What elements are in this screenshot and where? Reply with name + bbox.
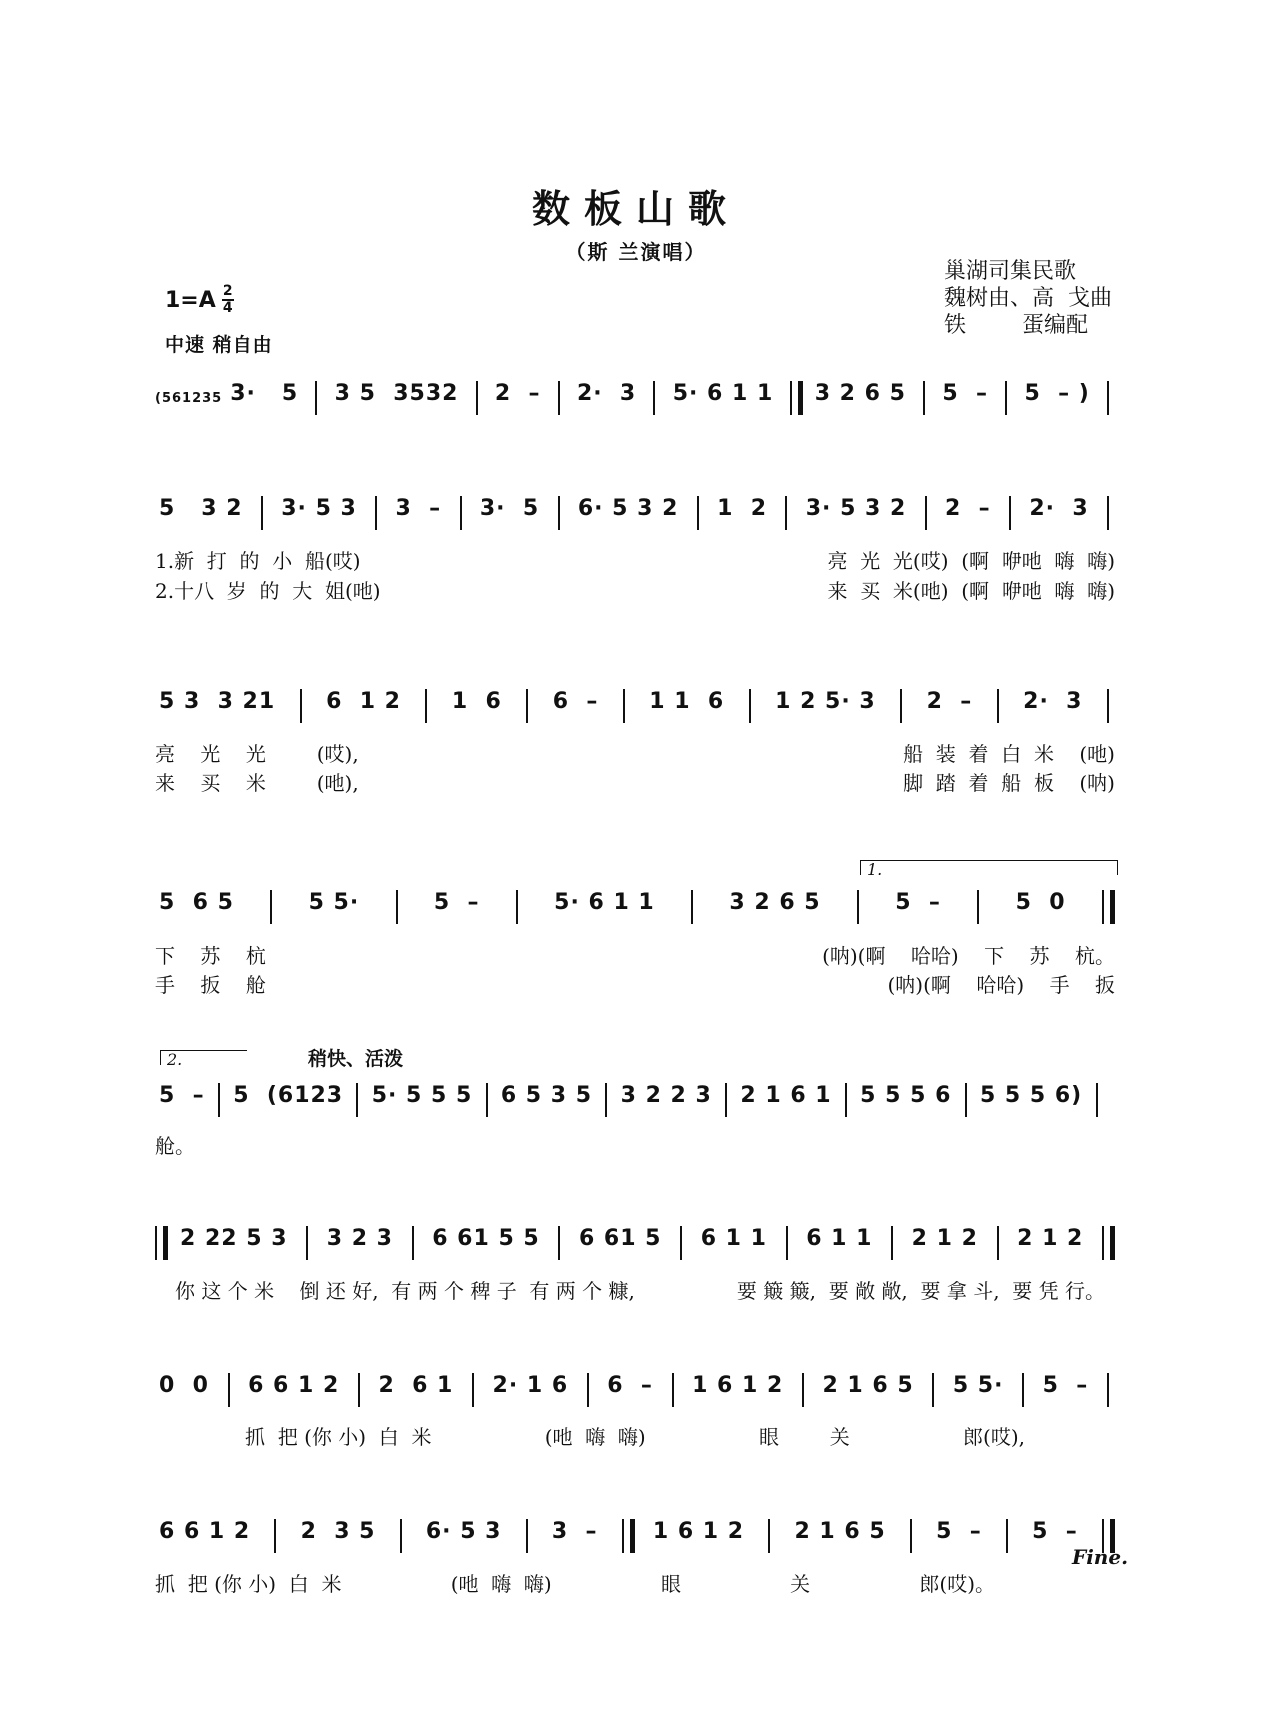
measure: 5 5· — [308, 890, 360, 915]
measure: 2 1 2 — [1017, 1226, 1084, 1251]
lyric-line-verse2-c — [155, 969, 1115, 997]
barline — [486, 1083, 488, 1117]
measure: 2 1 6 1 — [740, 1083, 832, 1108]
measure: 2 1 6 5 — [822, 1373, 914, 1398]
lyric-text: (吔 嗨 嗨) — [450, 1571, 552, 1596]
lyric-line-verse1-a — [155, 545, 1115, 573]
barline — [516, 890, 518, 924]
barline — [1107, 689, 1109, 723]
measures-row-7 — [155, 1373, 1115, 1407]
barline — [558, 1226, 560, 1260]
measure: 2 – — [945, 496, 991, 521]
measure: 5· 5 5 5 — [371, 1083, 473, 1108]
measure: 5 – — [895, 890, 941, 915]
measure: 2 1 2 — [911, 1226, 978, 1251]
time-signature-bottom: 4 — [222, 300, 233, 316]
measure: 3· 5 3 2 — [805, 496, 907, 521]
repeat-end-barline — [1102, 890, 1115, 924]
lyric-line-refrain-a — [245, 1421, 1025, 1449]
lyric-text: (呐)(啊 哈哈) 下 苏 杭。 — [822, 943, 1115, 968]
lyric-line-chant — [175, 1275, 1105, 1303]
barline — [857, 890, 859, 924]
barline — [653, 381, 655, 415]
lyric-line-verse1-c — [155, 940, 1115, 968]
measure: 3 – — [551, 1519, 598, 1544]
measure: 6 61 5 5 — [432, 1226, 540, 1251]
measure: 1 6 — [451, 689, 502, 714]
lyric-text: 舱。 — [155, 1133, 195, 1158]
barline — [768, 1519, 770, 1553]
barline — [910, 1519, 912, 1553]
measure: 2· 1 6 — [492, 1373, 569, 1398]
tempo-marking: 中速 稍自由 — [165, 334, 273, 356]
measures-row-8 — [155, 1519, 1115, 1553]
measure: 0 0 — [159, 1373, 209, 1398]
lyric-line-refrain-b — [155, 1568, 995, 1596]
lyric-text: 眼 关 — [758, 1424, 850, 1449]
staff-system-4 — [155, 887, 1115, 927]
measure: 1 2 — [717, 496, 768, 521]
repeat-start-barline — [622, 1519, 635, 1553]
measure: 5 – — [1042, 1373, 1089, 1398]
measure: 6 5 3 5 — [500, 1083, 593, 1108]
measure: 5 – — [1032, 1519, 1078, 1544]
measure: 5 – — [159, 1083, 205, 1108]
lyric-text: 眼 — [660, 1571, 681, 1596]
barline — [1006, 1519, 1008, 1553]
measures-row-6 — [176, 1226, 1115, 1260]
barline — [396, 890, 398, 924]
barline — [691, 890, 693, 924]
staff-system-6 — [155, 1223, 1115, 1263]
measure: 6· 5 3 — [425, 1519, 502, 1544]
barline — [1096, 1083, 1098, 1117]
barline — [749, 689, 751, 723]
measure: 1 6 1 2 — [692, 1373, 784, 1398]
measure: 6 1 2 — [326, 689, 401, 714]
lyric-text: 来 买 米(吔) (啊 咿吔 嗨 嗨) — [827, 578, 1115, 603]
measure: 6 – — [552, 689, 599, 714]
barline — [1022, 1373, 1024, 1407]
barline — [1107, 381, 1109, 415]
credit-composers: 魏树由、高 戈曲 — [944, 286, 1112, 311]
barline — [526, 1519, 528, 1553]
barline — [785, 496, 787, 530]
barline — [1107, 496, 1109, 530]
measure: 2 – — [494, 381, 541, 406]
barline — [925, 496, 927, 530]
measure: 2· 3 — [1023, 689, 1083, 714]
barline — [977, 890, 979, 924]
measure: 6 – — [607, 1373, 653, 1398]
lyric-text: 手 扳 舱 — [155, 972, 266, 997]
barline — [965, 1083, 967, 1117]
measure: 3· 5 — [479, 496, 540, 521]
lyric-text: (吔 嗨 嗨) — [544, 1424, 646, 1449]
measures-row-3 — [155, 689, 1115, 723]
barline — [587, 1373, 589, 1407]
staff-system-7 — [155, 1370, 1115, 1410]
lyric-text: 郎(哎), — [963, 1424, 1025, 1449]
barline — [891, 1226, 893, 1260]
key-label: 1=A — [165, 287, 216, 313]
volta-label: 2. — [167, 1050, 183, 1069]
repeat-barline — [790, 381, 803, 415]
tempo-change: 稍快、活泼 — [308, 1048, 404, 1070]
measure: 1 6 1 2 — [652, 1519, 745, 1544]
measure: 3 2 2 3 — [620, 1083, 712, 1108]
measure: 6 6 1 2 — [248, 1373, 340, 1398]
lyric-line-verse1-b — [155, 738, 1115, 766]
lyric-line-ending — [155, 1130, 1115, 1158]
barline — [1107, 1373, 1109, 1407]
staff-system-2 — [155, 493, 1115, 533]
barline — [697, 496, 699, 530]
barline — [725, 1083, 727, 1117]
volta-label: 1. — [867, 860, 883, 879]
measure: 2 – — [926, 689, 973, 714]
measure: 5 3 2 — [159, 496, 243, 521]
measure: 5 5 5 6) — [979, 1083, 1083, 1108]
measure: 5 – — [942, 381, 988, 406]
lyric-text: 来 买 米 (吔), — [155, 770, 359, 795]
lyric-text: 亮 光 光(哎) (啊 咿吔 嗨 嗨) — [827, 548, 1115, 573]
barline — [997, 1226, 999, 1260]
barline — [900, 689, 902, 723]
barline — [425, 689, 427, 723]
lyric-text: 1.新 打 的 小 船(哎) — [155, 548, 361, 573]
barline — [412, 1226, 414, 1260]
barline — [932, 1373, 934, 1407]
measure: 5 3 3 21 — [159, 689, 276, 714]
measure: 3 2 6 5 — [814, 381, 906, 406]
measure: 1 1 6 — [649, 689, 725, 714]
measure: 2· 3 — [576, 381, 637, 406]
measure: 5 (6123 — [233, 1083, 344, 1108]
lyric-line-verse2-a — [155, 575, 1115, 603]
barline — [375, 496, 377, 530]
lyric-line-verse2-b — [155, 767, 1115, 795]
measures-row-2 — [155, 496, 1115, 530]
barline — [558, 381, 560, 415]
lyric-text: 亮 光 光 (哎), — [155, 741, 359, 766]
measure: 5 5· — [952, 1373, 1004, 1398]
barline — [526, 689, 528, 723]
barline — [300, 689, 302, 723]
repeat-start-barline — [155, 1226, 168, 1260]
performer-line: （斯 兰演唱） — [565, 240, 707, 264]
volta-first-ending — [860, 860, 1118, 879]
barline — [358, 1373, 360, 1407]
measure: 5 6 5 — [159, 890, 234, 915]
measures-row-1 — [226, 381, 1115, 415]
barline — [306, 1226, 308, 1260]
lyric-text: 你 这 个 米 倒 还 好, 有 两 个 稗 子 有 两 个 糠, — [175, 1278, 635, 1303]
barline — [274, 1519, 276, 1553]
barline — [623, 689, 625, 723]
measure: 5· 6 1 1 — [672, 381, 774, 406]
barline — [261, 496, 263, 530]
time-signature — [222, 285, 234, 315]
lyric-text: 下 苏 杭 — [155, 943, 266, 968]
staff-system-8 — [155, 1516, 1115, 1556]
barline — [400, 1519, 402, 1553]
barline — [802, 1373, 804, 1407]
measure: 3 5 3532 — [334, 381, 459, 406]
barline — [476, 381, 478, 415]
volta-second-ending — [160, 1050, 247, 1069]
lyric-text: 郎(哎)。 — [919, 1571, 995, 1596]
measure: 5 5 5 6 — [860, 1083, 952, 1108]
measure: 3 2 6 5 — [729, 890, 821, 915]
staff-system-3 — [155, 686, 1115, 726]
fine-marking: Fine. — [1072, 1545, 1129, 1569]
measure: 2 3 5 — [300, 1519, 376, 1544]
lyric-text: 脚 踏 着 船 板 (呐) — [903, 770, 1115, 795]
credits-block — [944, 258, 1112, 339]
measures-row-5 — [155, 1083, 1115, 1117]
measure: 6 61 5 — [578, 1226, 662, 1251]
barline — [460, 496, 462, 530]
measure: 3· 5 3 — [281, 496, 357, 521]
measure: 6 1 1 — [806, 1226, 873, 1251]
barline — [680, 1226, 682, 1260]
grace-notes: (561235 — [155, 390, 223, 406]
staff-system-1 — [155, 378, 1115, 418]
measure: 3 – — [395, 496, 442, 521]
barline — [315, 381, 317, 415]
lyric-text: 要 簸 簸, 要 敞 敞, 要 拿 斗, 要 凭 行。 — [736, 1278, 1105, 1303]
measure: 6· 5 3 2 — [577, 496, 679, 521]
lyric-text: 2.十八 岁 的 大 姐(吔) — [155, 578, 381, 603]
measures-row-4 — [155, 890, 1115, 924]
measure: 2 1 6 5 — [794, 1519, 886, 1544]
measure: 5 – ) — [1024, 381, 1090, 406]
measure: 6 1 1 — [700, 1226, 767, 1251]
measure: 5 0 — [1015, 890, 1066, 915]
lyric-text: 抓 把 (你 小) 白 米 — [155, 1571, 342, 1596]
lyric-text: 抓 把 (你 小) 白 米 — [245, 1424, 432, 1449]
barline — [605, 1083, 607, 1117]
barline — [845, 1083, 847, 1117]
barline — [270, 890, 272, 924]
time-signature-top: 2 — [222, 283, 233, 299]
measure: 5· 6 1 1 — [554, 890, 655, 915]
measure: 2· 3 — [1029, 496, 1089, 521]
measure: 1 2 5· 3 — [775, 689, 876, 714]
barline — [1005, 381, 1007, 415]
measure: 5 – — [433, 890, 480, 915]
barline — [672, 1373, 674, 1407]
barline — [356, 1083, 358, 1117]
lyric-text: (呐)(啊 哈哈) 手 扳 — [887, 972, 1115, 997]
measure: 5 – — [936, 1519, 982, 1544]
lyric-text: 船 装 着 白 米 (吔) — [903, 741, 1115, 766]
repeat-end-barline — [1102, 1226, 1115, 1260]
barline — [997, 689, 999, 723]
barline — [218, 1083, 220, 1117]
lyric-text: 关 — [790, 1571, 811, 1596]
barline — [558, 496, 560, 530]
credit-origin: 巢湖司集民歌 — [944, 259, 1077, 284]
measure — [1107, 1083, 1115, 1117]
measure: 3· 5 — [230, 381, 299, 406]
measure: 3 2 3 — [326, 1226, 393, 1251]
measure: 2 6 1 — [378, 1373, 454, 1398]
credit-arranger: 铁 蛋编配 — [944, 313, 1088, 338]
staff-system-5 — [155, 1080, 1115, 1120]
barline — [472, 1373, 474, 1407]
key-signature — [165, 285, 234, 315]
song-title: 数板山歌 — [531, 186, 740, 231]
barline — [923, 381, 925, 415]
barline — [786, 1226, 788, 1260]
barline — [1009, 496, 1011, 530]
measure: 2 22 5 3 — [180, 1226, 288, 1251]
barline — [228, 1373, 230, 1407]
measure: 6 6 1 2 — [159, 1519, 251, 1544]
